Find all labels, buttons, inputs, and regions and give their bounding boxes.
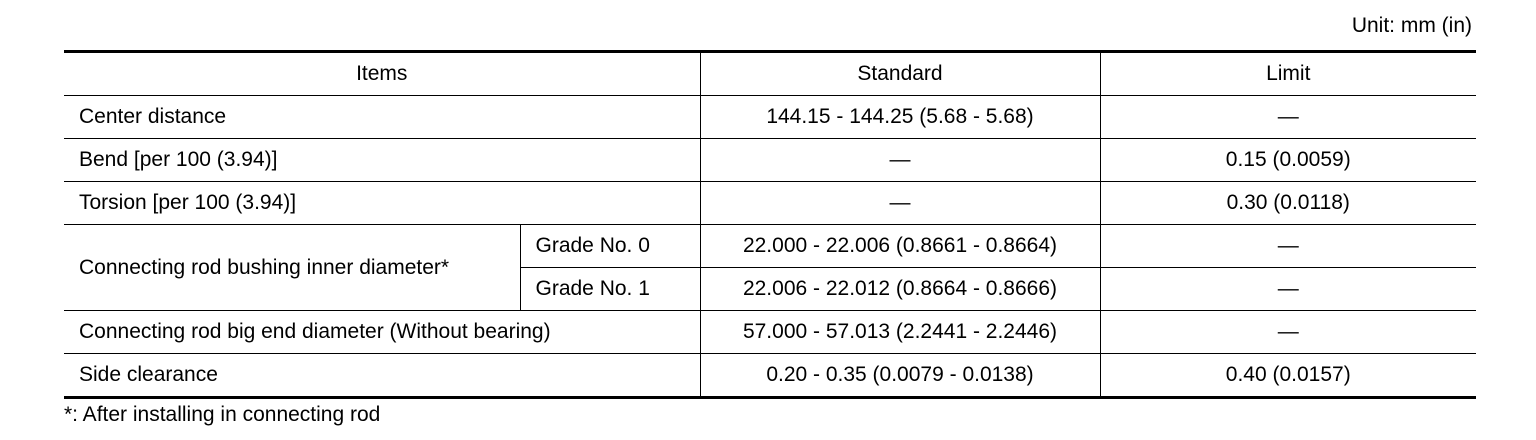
header-standard: Standard — [700, 52, 1100, 96]
item-cell: Connecting rod big end diameter (Without bearing) — [64, 311, 700, 354]
standard-cell: 144.15 - 144.25 (5.68 - 5.68) — [700, 96, 1100, 139]
header-limit: Limit — [1100, 52, 1476, 96]
limit-cell: — — [1100, 225, 1476, 268]
standard-cell: 22.000 - 22.006 (0.8661 - 0.8664) — [700, 225, 1100, 268]
grade-cell: Grade No. 0 — [520, 225, 700, 268]
standard-cell: — — [700, 139, 1100, 182]
limit-cell: — — [1100, 311, 1476, 354]
table-row — [64, 354, 1476, 398]
item-cell: Bend [per 100 (3.94)] — [64, 139, 700, 182]
table-header-row — [64, 52, 1476, 96]
table-row — [64, 182, 1476, 225]
standard-cell: — — [700, 182, 1100, 225]
header-items: Items — [64, 52, 700, 96]
item-cell: Side clearance — [64, 354, 700, 398]
unit-label: Unit: mm (in) — [1351, 14, 1472, 37]
item-cell: Connecting rod bushing inner diameter* — [64, 225, 520, 311]
spec-table — [64, 50, 1476, 399]
standard-cell: 22.006 - 22.012 (0.8664 - 0.8666) — [700, 268, 1100, 311]
standard-cell: 0.20 - 0.35 (0.0079 - 0.0138) — [700, 354, 1100, 398]
footnote: *: After installing in connecting rod — [64, 403, 381, 426]
table-row — [64, 139, 1476, 182]
limit-cell: 0.30 (0.0118) — [1100, 182, 1476, 225]
table-row — [64, 96, 1476, 139]
limit-cell: — — [1100, 268, 1476, 311]
limit-cell: — — [1100, 96, 1476, 139]
limit-cell: 0.15 (0.0059) — [1100, 139, 1476, 182]
table-row — [64, 311, 1476, 354]
item-cell: Center distance — [64, 96, 700, 139]
limit-cell: 0.40 (0.0157) — [1100, 354, 1476, 398]
standard-cell: 57.000 - 57.013 (2.2441 - 2.2446) — [700, 311, 1100, 354]
table-row — [64, 225, 1476, 268]
item-cell: Torsion [per 100 (3.94)] — [64, 182, 700, 225]
grade-cell: Grade No. 1 — [520, 268, 700, 311]
